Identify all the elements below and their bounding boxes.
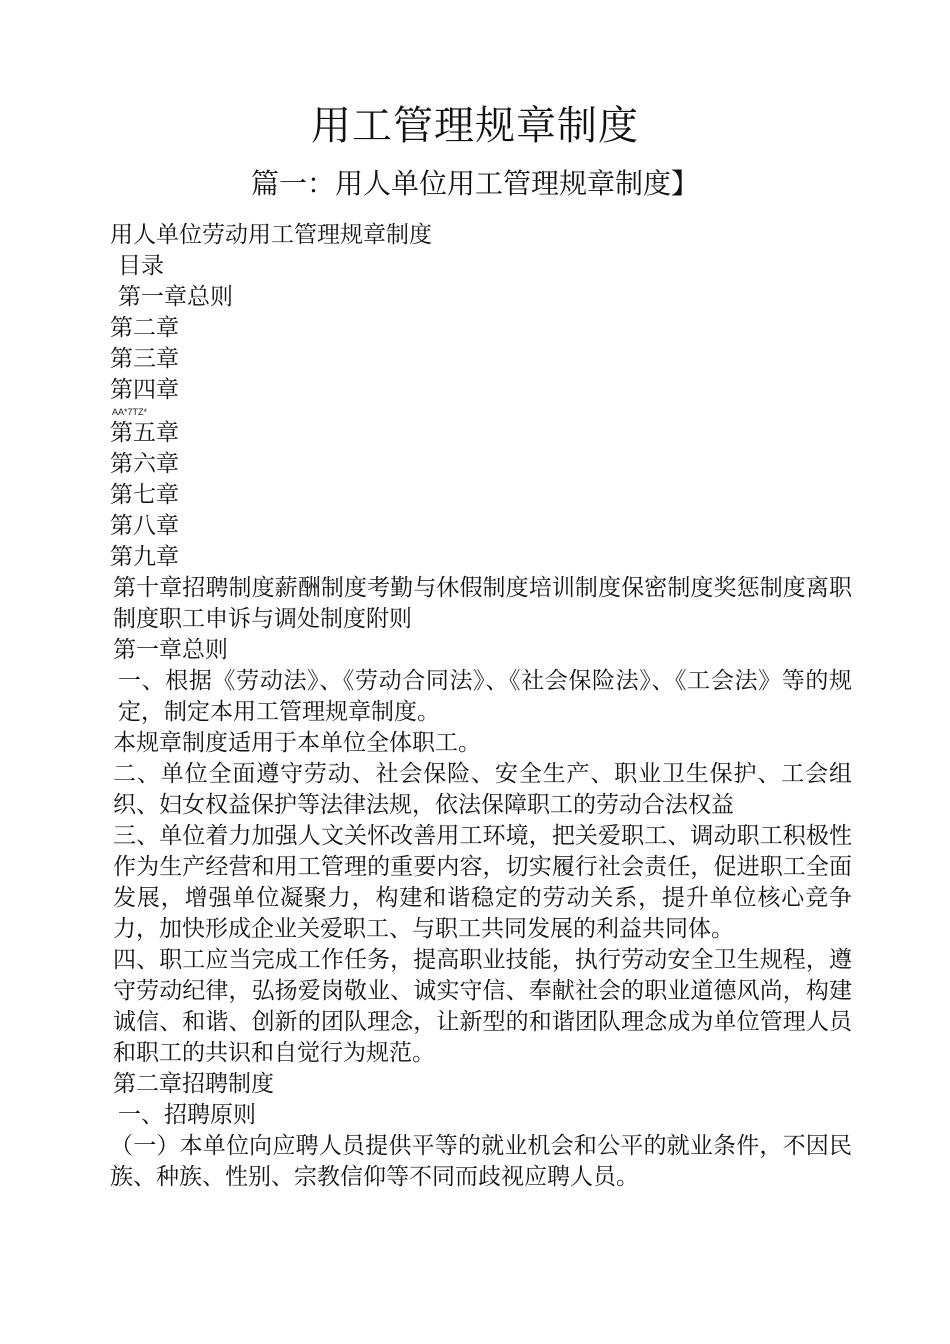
chapter-1-scope: 本规章制度适用于本单位全体职工。 [113,730,481,756]
toc-chapter-7: 第七章 [110,482,179,508]
chapter-1-paragraph-3: 三、单位着力加强人文关怀改善用工环境，把关爱职工、调动职工积极性作为生产经营和用工管理的重要内容，切实履行社会责任，促进职工全面发展，增强单位凝聚力，构建和谐稳定的劳动关系，提升单位核心竞争力，加快形成企业关爱职工、与职工共同发展的利益共同体。 [113,823,852,942]
chapter-1-paragraph-1: 一、根据《劳动法》、《劳动合同法》、《社会保险法》、《工会法》等的规定，制定本用工管理规章制度。 [118,668,852,725]
doc-name-line: 用人单位劳动用工管理规章制度 [110,222,432,248]
toc-chapter-3: 第三章 [110,346,179,372]
chapter-2-section-1: 一、招聘原则 [118,1102,256,1128]
chapter-1-heading: 第一章总则 [113,637,228,663]
document-subtitle: 篇一：用人单位用工管理规章制度】 [250,167,699,200]
document-body [110,220,852,1193]
chapter-2-heading: 第二章招聘制度 [113,1071,274,1097]
chapter-1-paragraph-4: 四、职工应当完成工作任务，提高职业技能，执行劳动安全卫生规程，遵守劳动纪律，弘扬爱岗敬业、诚实守信、奉献社会的职业道德风尚，构建诚信、和谐、创新的团队理念，让新型的和谐团队理念成为单位管理人员和职工的共识和自觉行为规范。 [113,947,852,1066]
toc-chapter-4: 第四章 [110,377,179,403]
scan-artifact-text: AA*7TZ* [112,407,148,417]
toc-heading: 目录 [118,253,164,279]
toc-chapter-6: 第六章 [110,451,179,477]
toc-chapter-1: 第一章总则 [118,284,233,310]
chapter-2-section-1-paragraph-1: （一）本单位向应聘人员提供平等的就业机会和公平的就业条件，不因民族、种族、性别、宗教信仰等不同而歧视应聘人员。 [110,1133,852,1190]
chapter-1-paragraph-2: 二、单位全面遵守劳动、社会保险、安全生产、职业卫生保护、工会组织、妇女权益保护等法律法规，依法保障职工的劳动合法权益 [113,761,852,818]
toc-chapter-2: 第二章 [110,315,179,341]
document-title: 用工管理规章制度 [311,103,639,149]
toc-chapter-8: 第八章 [110,513,179,539]
toc-chapter-10: 第十章招聘制度薪酬制度考勤与休假制度培训制度保密制度奖惩制度离职制度职工申诉与调处制度附则 [113,575,852,632]
toc-chapter-5: 第五章 [110,420,179,446]
toc-chapter-9: 第九章 [110,544,179,570]
